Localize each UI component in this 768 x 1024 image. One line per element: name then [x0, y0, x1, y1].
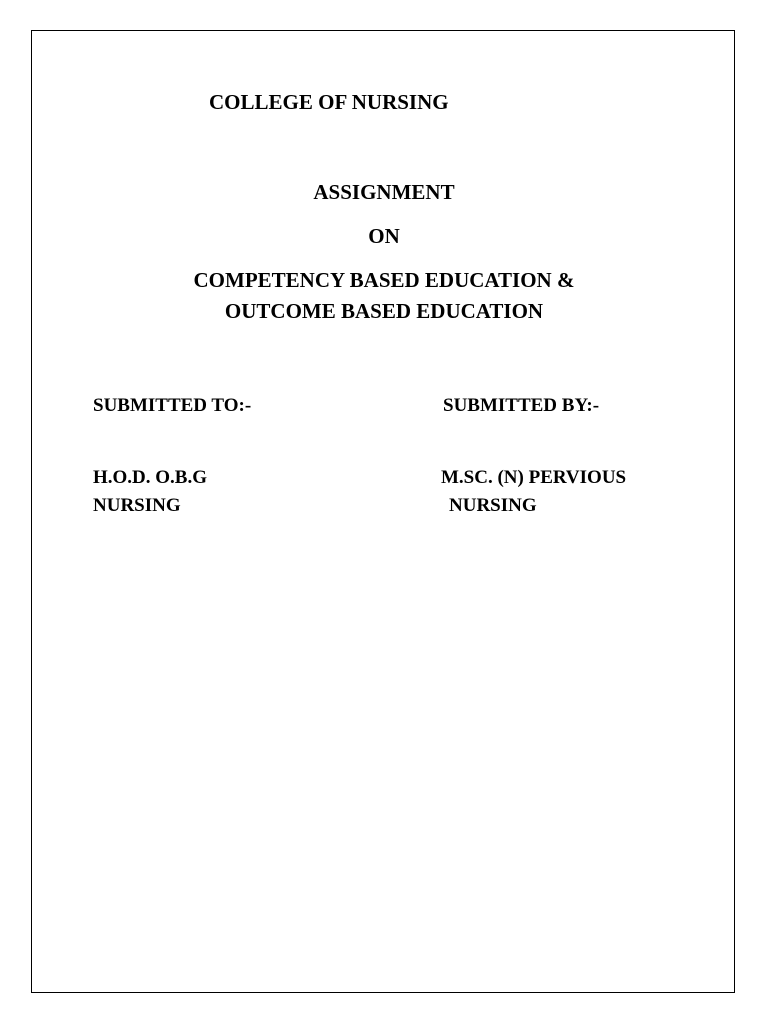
submitted-by-line-2: NURSING [449, 495, 537, 516]
submitted-to-line-2: NURSING [93, 495, 181, 516]
submitted-to-line-1: H.O.D. O.B.G [93, 467, 208, 488]
submitted-by-label: SUBMITTED BY:- [443, 395, 600, 416]
on-label: ON [368, 224, 400, 248]
topic-line-1: COMPETENCY BASED EDUCATION & [193, 268, 575, 292]
assignment-heading: ASSIGNMENT [313, 180, 455, 204]
topic-line-2: OUTCOME BASED EDUCATION [224, 299, 544, 323]
submitted-by-line-1: M.SC. (N) PERVIOUS [441, 467, 627, 488]
submitted-to-label: SUBMITTED TO:- [93, 395, 252, 416]
institution-name: COLLEGE OF NURSING [209, 90, 449, 114]
